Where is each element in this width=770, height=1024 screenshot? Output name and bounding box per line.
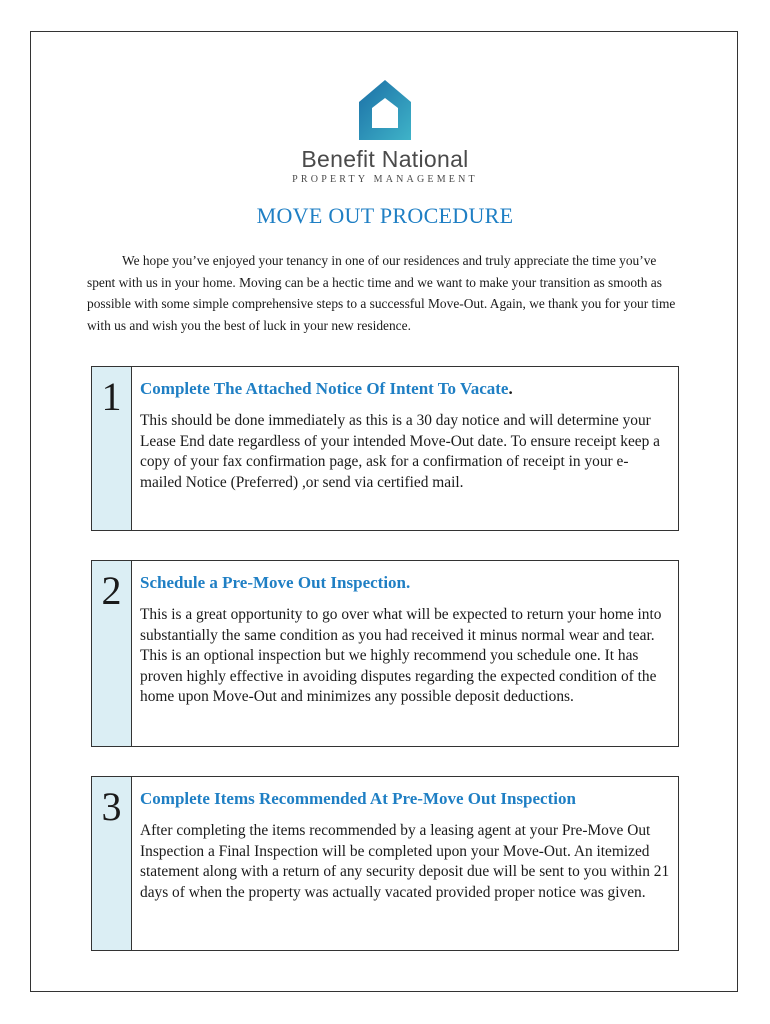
step-text: This is a great opportunity to go over what will be expected to return your home into substantially the same condition as you had received it minus normal wear and tear. This is an optional inspection but we highly recommend you schedule one. It has proven highly effective in avoiding disputes regarding the expected condition of the home upon Move-Out and minimizes any possible deposit deductions. (140, 606, 662, 706)
step-title-text: Complete Items Recommended At Pre-Move Out Inspection (140, 789, 576, 808)
house-icon (357, 78, 413, 140)
step-body (132, 367, 678, 530)
brand-subtitle: PROPERTY MANAGEMENT (292, 174, 478, 185)
step-title (140, 789, 670, 809)
intro-paragraph: We hope you’ve enjoyed your tenancy in one of our residences and truly appreciate the time you’ve spent with us in your home. Moving can be a hectic time and we want to make your transition as smooth as possible with some simple comprehensive steps to a successful Move-Out. Again, we thank you for your time with us and wish you the best of luck in your new residence. (87, 253, 676, 333)
step-title-period: . (508, 379, 513, 398)
step-body (132, 561, 678, 746)
company-logo (0, 78, 770, 185)
step-title-text: Schedule a Pre-Move Out Inspection. (140, 573, 411, 592)
step-number: 3 (92, 777, 132, 950)
brand-name: Benefit National (301, 146, 469, 172)
step-text: This should be done immediately as this is a 30 day notice and will determine your Lease End date regardless of your intended Move-Out date. To ensure receipt keep a copy of your fax confirmation page, ask for a confirmation of receipt in your e-mailed Notice (Preferred) ,or send via certified mail. (140, 412, 661, 491)
page-title: MOVE OUT PROCEDURE (256, 203, 514, 228)
step-number: 1 (92, 367, 132, 530)
step-body (132, 777, 678, 950)
step-card-1 (91, 366, 679, 531)
step-card-2 (91, 560, 679, 747)
step-card-3 (91, 776, 679, 951)
step-number: 2 (92, 561, 132, 746)
step-title (140, 573, 670, 593)
step-title-text: Complete The Attached Notice Of Intent To Vacate (140, 379, 509, 398)
step-text: After completing the items recommended by a leasing agent at your Pre-Move Out Inspection a Final Inspection will be completed upon your Move-Out. An itemized statement along with a return of any security deposit due will be sent to you within 21 days of when the property was actually vacated provided proper notice was given. (140, 822, 670, 901)
step-title (140, 379, 670, 399)
